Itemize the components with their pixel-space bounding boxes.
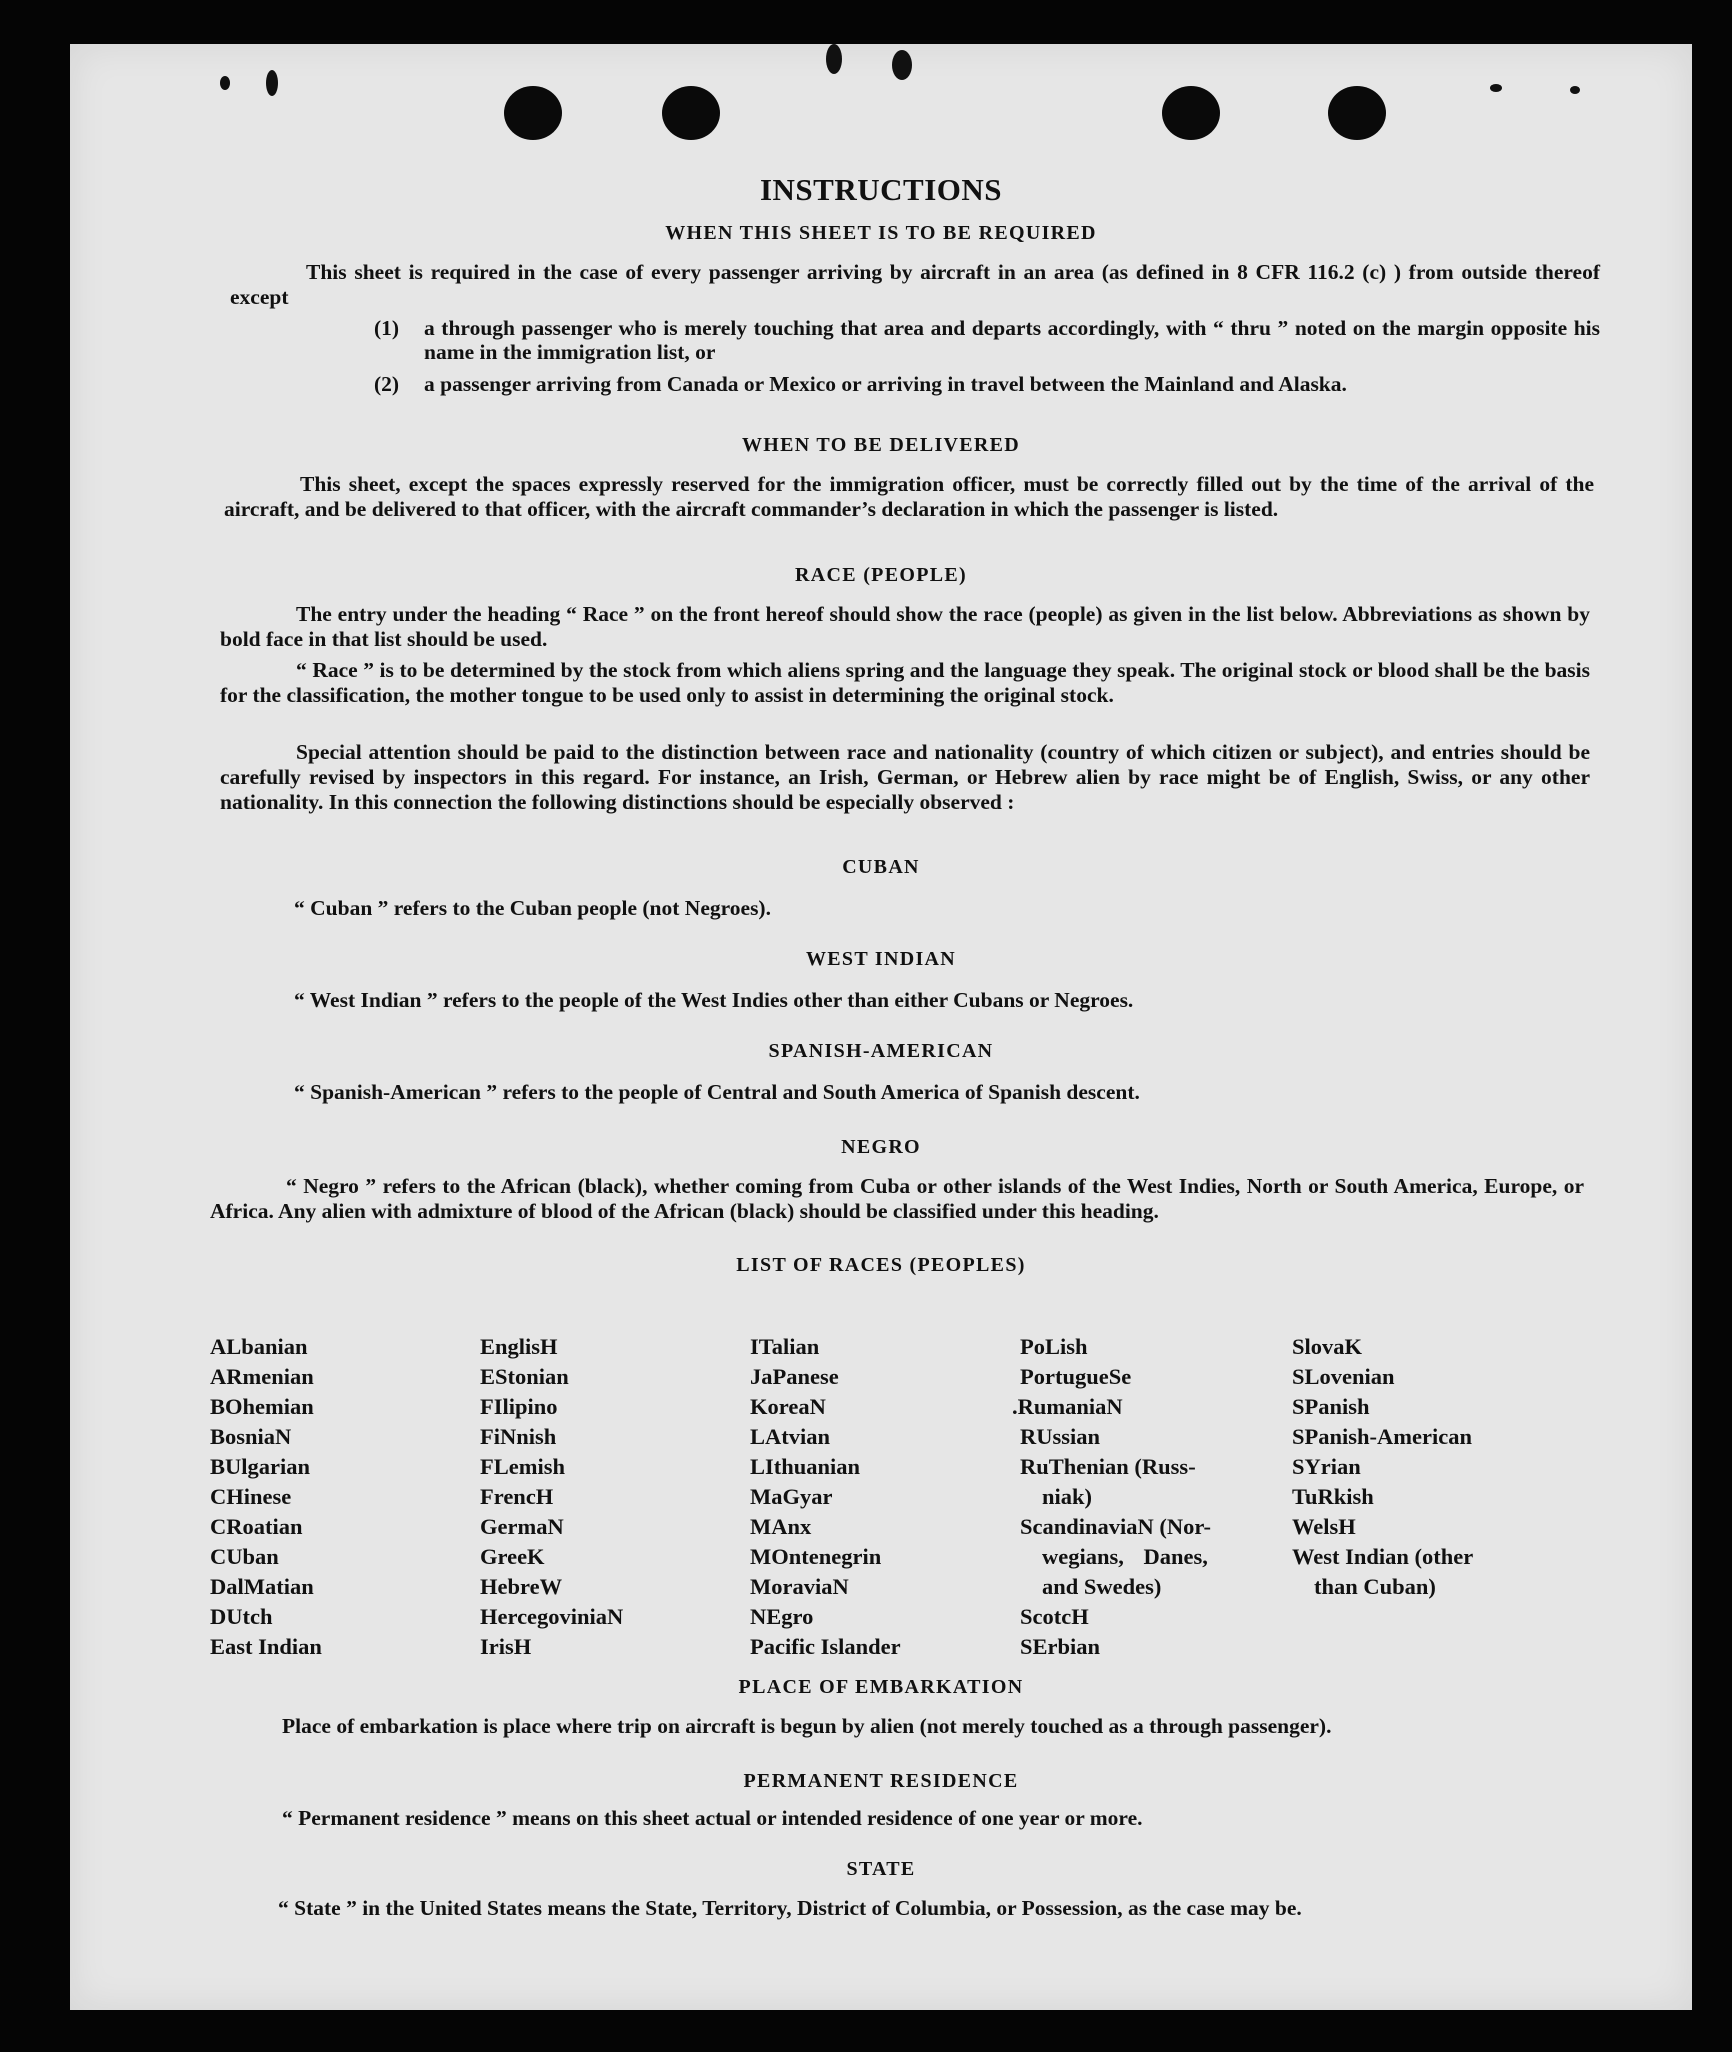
- race-item: CRoatian: [210, 1514, 303, 1539]
- race-item: WelsH: [1292, 1514, 1356, 1539]
- list-item-text: a through passenger who is merely touching that area and departs accordingly, with “ thru ” noted on the margin opposite his name in the immigration list, or: [424, 316, 1600, 364]
- paragraph: This sheet is required in the case of every passenger arriving by aircraft in an area (as defined in 8 CFR 116.2 (c) ) from outside thereof except: [230, 260, 1600, 309]
- section-heading: LIST OF RACES (PEOPLES): [736, 1254, 1026, 1276]
- races-column-2: [480, 1332, 623, 1662]
- race-item: FLemish: [480, 1454, 566, 1479]
- section-heading: WEST INDIAN: [805, 948, 957, 970]
- race-item: DUtch: [210, 1604, 273, 1629]
- race-item: GreeK: [480, 1544, 545, 1569]
- race-item: LAtvian: [750, 1424, 831, 1449]
- paragraph: “ Negro ” refers to the African (black), whether coming from Cuba or other islands of the West Indies, North or South America, Europe, or Africa. Any alien with admixture of blood of the African (black) should be classified under this heading.: [210, 1174, 1584, 1223]
- race-item: SPanish: [1292, 1394, 1370, 1419]
- races-column-4: [1012, 1332, 1212, 1662]
- section-heading: SPANISH-AMERICAN: [768, 1040, 994, 1062]
- race-item: ALbanian: [210, 1334, 308, 1359]
- page-title: INSTRUCTIONS: [759, 172, 1002, 207]
- race-item: RUssian: [1020, 1424, 1101, 1449]
- race-item: Pacific Islander: [750, 1634, 901, 1659]
- paragraph: “ Cuban ” refers to the Cuban people (not Negroes).: [294, 896, 771, 920]
- race-item: DalMatian: [210, 1574, 314, 1599]
- race-item: NEgro: [750, 1604, 814, 1629]
- race-item: PoLish: [1020, 1334, 1088, 1359]
- race-item: FrencH: [480, 1484, 554, 1509]
- instructions-content: [70, 44, 1692, 2010]
- race-item: SlovaK: [1292, 1334, 1363, 1359]
- paragraph: Special attention should be paid to the distinction between race and nationality (country of which citizen or subject), and entries should be carefully revised by inspectors in this regard. For instance, an Irish, German, or Hebrew alien by race might be of English, Swiss, or any other nationality. In this connection the following distinctions should be especially observed :: [220, 740, 1590, 814]
- section-heading: WHEN TO BE DELIVERED: [741, 434, 1021, 456]
- section-heading: PERMANENT RESIDENCE: [743, 1770, 1019, 1792]
- race-item: TuRkish: [1292, 1484, 1374, 1509]
- race-item: West Indian (other: [1292, 1544, 1474, 1569]
- document-sheet: [70, 44, 1692, 2010]
- race-item: GermaN: [480, 1514, 564, 1539]
- races-column-3: [750, 1332, 901, 1662]
- race-item: SPanish-American: [1292, 1424, 1472, 1449]
- race-item: than Cuban): [1314, 1574, 1436, 1599]
- race-item: .RumaniaN: [1012, 1394, 1123, 1419]
- race-item: IrisH: [480, 1634, 532, 1659]
- race-item: CHinese: [210, 1484, 292, 1509]
- paragraph: Place of embarkation is place where trip on aircraft is begun by alien (not merely touched as a through passenger).: [282, 1714, 1332, 1738]
- race-item: FIlipino: [480, 1394, 558, 1419]
- list-item-number: (2): [374, 372, 400, 396]
- race-item: SErbian: [1020, 1634, 1101, 1659]
- paragraph: This sheet, except the spaces expressly reserved for the immigration officer, must be correctly filled out by the time of the arrival of the aircraft, and be delivered to that officer, with the aircraft commander’s declaration in which the passenger is listed.: [224, 472, 1594, 521]
- race-item: ScandinaviaN (Nor-: [1020, 1514, 1212, 1539]
- race-item: PortugueSe: [1020, 1364, 1132, 1389]
- race-item: HercegoviniaN: [480, 1604, 624, 1629]
- paragraph: “ Permanent residence ” means on this sheet actual or intended residence of one year or more.: [282, 1806, 1143, 1830]
- list-item: [374, 316, 1600, 364]
- section-heading: CUBAN: [842, 856, 920, 878]
- race-item: RuThenian (Russ-: [1020, 1454, 1196, 1479]
- race-item: East Indian: [210, 1634, 322, 1659]
- races-column-5: [1292, 1332, 1473, 1602]
- race-item: EnglisH: [480, 1334, 558, 1359]
- section-heading: WHEN THIS SHEET IS TO BE REQUIRED: [665, 222, 1097, 244]
- race-item: BUlgarian: [210, 1454, 311, 1479]
- race-item: ITalian: [750, 1334, 820, 1359]
- section-heading: RACE (PEOPLE): [795, 564, 967, 586]
- races-column-1: [210, 1332, 322, 1662]
- race-item: LIthuanian: [750, 1454, 861, 1479]
- paragraph: “ Race ” is to be determined by the stock from which aliens spring and the language they speak. The original stock or blood shall be the basis for the classification, the mother tongue to be used only to assist in determining the original stock.: [220, 658, 1590, 707]
- race-item: and Swedes): [1042, 1574, 1162, 1599]
- race-item: MAnx: [750, 1514, 812, 1539]
- race-item: CUban: [210, 1544, 279, 1569]
- race-item: FiNnish: [480, 1424, 557, 1449]
- race-item: MoraviaN: [750, 1574, 849, 1599]
- list-item-text: a passenger arriving from Canada or Mexico or arriving in travel between the Mainland and Alaska.: [424, 372, 1347, 396]
- race-item: HebreW: [480, 1574, 563, 1599]
- race-item: SYrian: [1292, 1454, 1361, 1479]
- race-item: BosniaN: [210, 1424, 292, 1449]
- section-heading: NEGRO: [841, 1136, 921, 1158]
- race-item: ARmenian: [210, 1364, 314, 1389]
- section-heading: STATE: [846, 1858, 916, 1880]
- race-item: SLovenian: [1292, 1364, 1395, 1389]
- list-item: [374, 372, 1600, 396]
- race-item: KoreaN: [750, 1394, 826, 1419]
- paragraph: “ West Indian ” refers to the people of the West Indies other than either Cubans or Negroes.: [294, 988, 1134, 1012]
- race-item: BOhemian: [210, 1394, 314, 1419]
- paragraph: “ Spanish-American ” refers to the people of Central and South America of Spanish descent.: [294, 1080, 1140, 1104]
- list-item-number: (1): [374, 316, 400, 340]
- race-item: MaGyar: [750, 1484, 833, 1509]
- race-item: ScotcH: [1020, 1604, 1089, 1629]
- paragraph: The entry under the heading “ Race ” on the front hereof should show the race (people) as given in the list below. Abbreviations as shown by bold face in that list should be used.: [220, 602, 1590, 651]
- paragraph: “ State ” in the United States means the State, Territory, District of Columbia, or Possession, as the case may be.: [278, 1896, 1302, 1920]
- section-heading: PLACE OF EMBARKATION: [738, 1676, 1024, 1698]
- race-item: EStonian: [480, 1364, 569, 1389]
- race-item: niak): [1042, 1484, 1093, 1509]
- race-item: MOntenegrin: [750, 1544, 882, 1569]
- race-item: JaPanese: [750, 1364, 839, 1389]
- race-item: wegians, Danes,: [1042, 1544, 1208, 1569]
